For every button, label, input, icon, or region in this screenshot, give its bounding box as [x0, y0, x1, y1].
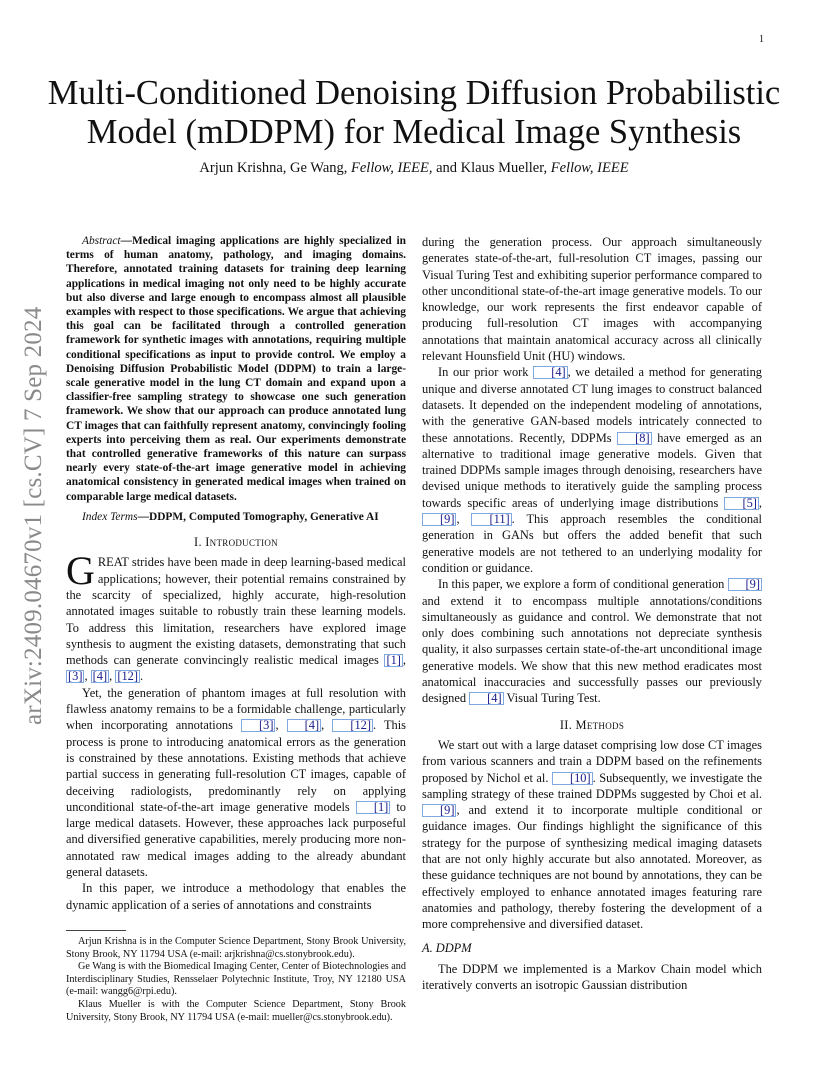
citation-link[interactable]: [9] [422, 513, 456, 526]
drop-cap: G [66, 548, 95, 594]
intro-text: and extend it to encompass multiple annotations/conditions simultaneously as guidance and control. We demonstrate that not only does combining such annotations not depreciate synthesis quality, it also surpasses certain state-of-the-art unconditional image generative models. We show that this new method eradicates most anatomical inaccuracies and successfully passes our previously designed [422, 593, 762, 706]
intro-paragraph-3-continued: during the generation process. Our approach simultaneously generates state-of-the-art, full-resolution CT images, passing our Visual Turing Test and exhibiting superior performance compared to other unconditional state-of-the-art image generative models. To our knowledge, our work represents the first endeavor capable of producing full-resolution CT images with accompanying annotations that maintain anatomical accuracy across all clinically relevant Hounsfield Unit (HU) windows. [422, 235, 762, 364]
footnote-3: Klaus Mueller is with the Computer Science Department, Stony Brook University, Stony Brook, NY 11794 USA (e-mail: mueller@cs.stonybrook.edu). [66, 998, 406, 1023]
right-column [422, 234, 762, 993]
intro-paragraph-4: In our prior work [4] , we detailed a method for generating unique and diverse annotated CT lung images to construct balanced datasets. It depended on the independent modeling of annotations, with the generative GAN-based models intricately connected to these annotations. Recently, DDPMs [8] have emerged as an alternative to traditional image generative models. Given that trained DDPMs sample images through denoising, researchers have devised unique methods to iteratively guide the sampling process towards specific areas of underlying image distributions [5] , [9] , [11] . This approach resembles the conditional generation in GANs but offers the added benefit that such generative models are not tethered to an underlying modality for condition or guidance. [422, 365, 762, 575]
abstract-text: —Medical imaging applications are highly specialized in terms of human anatomy, pathology, and imaging domains. Therefore, annotated training datasets for training deep learning applications in medical imaging not only need to be highly accurate but also diverse and large enough to encompass almost all plausible examples with respect to those specifications. We argue that achieving this goal can be facilitated through a controlled generation framework for synthetic images with annotations, requiring multiple conditional specifications as input to provide control. We employ a Denoising Diffusion Probabilistic Model (DDPM) to train a large-scale generative model in the lung CT domain and expand upon a classifier-free sampling strategy to showcase one such generation framework. We show that our approach can produce annotated lung CT images that can faithfully represent anatomy, convincingly fooling experts into perceiving them as real. Our experiments demonstrate that controlled generative frameworks of this nature can surpass nearly every state-of-the-art image generative model in achieving anatomical consistency in generated medical images when trained on comparable large medical datasets. [66, 235, 406, 503]
citation-link[interactable]: [11] [471, 513, 511, 526]
author-names-1: Arjun Krishna, Ge Wang, [199, 160, 352, 176]
citation-link[interactable]: [8] [617, 432, 651, 445]
intro-paragraph-2: Yet, the generation of phantom images at full resolution with flawless anatomy remains to be a formidable challenge, particularly when incorporating annotations [3] , [4] , [12] . This process is prone to introducing anatomical errors as the generation is constrained by these annotations. Existing methods that achieve partial success in generating full-resolution CT images, capable of deceiving radiologists, predominantly rely on applying unconditional state-of-the-art image generative models [1] to large medical datasets. However, these approaches lack purposeful and diversified generative capabilities, merely producing more non-annotated raw medical images adding to the already abundant general datasets. [66, 685, 406, 879]
author-list [40, 160, 788, 177]
footnote-1: Arjun Krishna is in the Computer Science Department, Stony Brook University, Stony Brook, NY 11794 USA (e-mail: arjkrishna@cs.stonybrook.edu). [66, 936, 406, 960]
citation-link[interactable]: [3] [68, 669, 83, 684]
title-line-1: Multi-Conditioned Denoising Diffusion Probabilistic [47, 74, 781, 112]
section-heading-methods [422, 717, 762, 733]
citation-link[interactable]: [12] [332, 719, 373, 732]
intro-text: In our prior work [438, 365, 534, 380]
intro-text: In this paper, we explore a form of conditional generation [438, 577, 728, 592]
intro-text: REAT strides have been made in deep learning-based medical applications; however, their potential remains constrained by the scarcity of specialized, highly accurate, high-resolution annotated images suitable to robustly train these learning models. To address this limitation, researchers have explored image synthesis to augment the existing datasets, demonstrating that such methods can generate convincingly realistic medical images [66, 555, 406, 668]
section-number: II. [559, 717, 576, 732]
methods-text: , and extend it to incorporate multiple conditional or guidance images. Our findings highlight the significance of this strategy for the purpose of synthesizing medical imaging datasets that are not only highly accurate but also annotated. Moreover, as these guidance techniques are not bound by annotations, they can be effectively employed to enhance annotated images featuring rare anatomies and pathology, thereby fostering the development of a more comprehensive and diversified dataset. [422, 803, 762, 932]
intro-text: , we detailed a method for generating unique and diverse annotated CT lung images to construct balanced datasets. It depended on the independent modeling of annotations, with the generative GAN-based models intricately connected to these annotations. Recently, DDPMs [422, 365, 762, 445]
index-terms-text: —DDPM, Computed Tomography, Generative AI [137, 510, 379, 523]
author-fellowship-1: Fellow, IEEE, [351, 160, 433, 176]
methods-text: We start out with a large dataset comprising low dose CT images from various scanners and train a DDPM based on the refinements proposed by Nichol et al. [422, 737, 762, 785]
intro-text: . This approach resembles the conditional generation in GANs but offers the added benefit that such generative models are not tethered to an underlying modality for condition or guidance. [422, 512, 762, 575]
index-terms-label: Index Terms [82, 510, 138, 523]
left-column [66, 234, 406, 913]
intro-paragraph-5 [422, 576, 762, 706]
ddpm-paragraph: The DDPM we implemented is a Markov Chain model which iteratively converts an isotropic Gaussian distribution [422, 961, 762, 993]
arxiv-identifier[interactable]: arXiv:2409.04670v1 [cs.CV] 7 Sep 2024 [20, 306, 47, 726]
section-title: Methods [575, 717, 625, 732]
citation-link[interactable]: [5] [724, 497, 758, 510]
intro-text: to large medical datasets. However, these approaches lack purposeful and diversified generative capabilities, merely producing more non-annotated raw medical images adding to the already abundant general datasets. [66, 799, 406, 879]
citation-link[interactable]: [9] [422, 804, 456, 817]
footnote-2: Ge Wang is with the Biomedical Imaging Center, Center of Biotechnologies and Interdisciplinary Studies, Rensselaer Polytechnic Institute, Troy, NY 12180 USA (e-mail: wangg6@rpi.edu). [66, 961, 406, 998]
section-heading-introduction [66, 534, 406, 550]
abstract [66, 234, 406, 504]
citation-link[interactable]: [4] [92, 669, 108, 684]
index-terms [66, 510, 406, 524]
paper-title [40, 74, 788, 152]
citation-link[interactable]: [9] [728, 578, 762, 591]
citation-link[interactable]: [12] [117, 669, 138, 684]
abstract-label: Abstract [82, 235, 121, 247]
intro-text: Yet, the generation of phantom images at full resolution with flawless anatomy remains to be a formidable challenge, particularly when incorporating annotations [66, 685, 406, 733]
footnotes [66, 936, 406, 1024]
section-number: I. [194, 535, 206, 550]
title-line-2: Model (mDDPM) for Medical Image Synthesis [86, 113, 742, 151]
citation-link[interactable]: [4] [533, 366, 567, 379]
intro-text: . This process is prone to introducing anatomical errors as the generation is constrained by these annotations. Existing methods that achieve partial success in generating full-resolution CT images, capable of deceiving radiologists, predominantly rely on applying unconditional state-of-the-art image generative models [66, 718, 406, 814]
intro-text: Visual Turing Test. [503, 691, 601, 706]
intro-paragraph-3: In this paper, we introduce a methodology that enables the dynamic application of a series of annotations and constraints [66, 881, 406, 912]
methods-text: . Subsequently, we investigate the sampling strategy of these trained DDPMs suggested by Choi et al. [422, 770, 762, 801]
footnote-divider [66, 930, 126, 931]
intro-text: have emerged as an alternative to traditional image generative models. Given that trained DDPMs sample images through denoising, researchers have devised unique methods to iteratively guide the sampling process towards specific areas of underlying image distributions [422, 430, 762, 510]
page-number: 1 [759, 34, 764, 45]
citation-link[interactable]: [4] [287, 719, 321, 732]
author-fellowship-2: Fellow, IEEE [550, 160, 629, 176]
methods-paragraph-1 [422, 737, 762, 933]
citation-link[interactable]: [10] [552, 772, 593, 785]
citation-link[interactable]: [4] [469, 692, 503, 705]
intro-paragraph-1: GREAT strides have been made in deep learning-based medical applications; however, their potential remains constrained by the scarcity of specialized, highly accurate, high-resolution annotated images suitable to robustly train these learning models. To address this limitation, researchers have explored image synthesis to augment the existing datasets, demonstrating that such methods can generate convincingly realistic medical images [1] , [3] , [4] , [12] . [66, 548, 406, 684]
subsection-heading-ddpm: A. DDPM [422, 941, 472, 956]
section-title: Introduction [205, 535, 278, 550]
citation-link[interactable]: [1] [386, 653, 401, 668]
citation-link[interactable]: [3] [241, 719, 275, 732]
author-names-2: and Klaus Mueller, [432, 160, 551, 176]
citation-link[interactable]: [1] [356, 801, 390, 814]
